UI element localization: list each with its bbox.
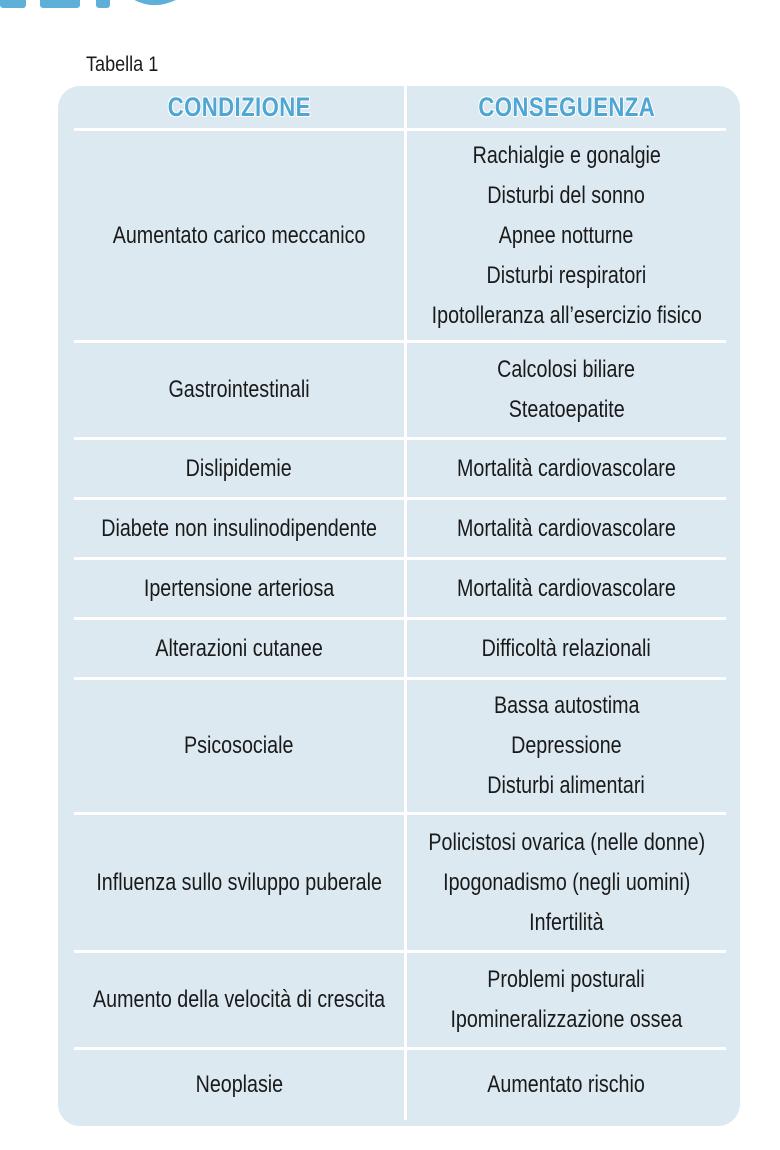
condition-text: Alterazioni cutanee <box>155 634 323 662</box>
consequence-cell <box>407 131 726 340</box>
condition-cell <box>74 815 407 950</box>
header-cell-consequence <box>407 86 726 128</box>
consequence-text: Apnee notturne <box>499 221 634 249</box>
condition-cell <box>74 620 407 677</box>
heading-fragment-decoration <box>0 0 200 12</box>
consequence-cell <box>407 560 726 617</box>
table-row <box>74 437 726 497</box>
condition-text: Dislipidemie <box>185 454 293 482</box>
table-row <box>74 557 726 617</box>
table-row <box>74 677 726 812</box>
condition-cell <box>74 131 407 340</box>
condition-text: Neoplasie <box>195 1071 283 1098</box>
consequences-table <box>74 86 726 1120</box>
table-row <box>74 617 726 677</box>
consequence-text: Rachialgie e gonalgie <box>472 141 661 169</box>
condition-cell <box>74 343 407 437</box>
consequence-text: Infertilità <box>529 908 604 936</box>
consequence-text: Ipomineralizzazione ossea <box>450 1006 683 1033</box>
header-consequence: CONSEGUENZA <box>478 91 655 122</box>
condition-text: Gastrointestinali <box>168 376 310 403</box>
consequence-text: Disturbi respiratori <box>486 261 647 289</box>
condition-cell <box>74 440 407 497</box>
condition-text: Ipertensione arteriosa <box>143 574 335 602</box>
consequence-cell <box>407 680 726 812</box>
condition-text: Influenza sullo sviluppo puberale <box>96 868 382 896</box>
consequence-text: Mortalità cardiovascolare <box>457 574 676 602</box>
table-panel <box>58 86 740 1126</box>
condition-text: Aumentato carico meccanico <box>112 221 366 249</box>
condition-cell <box>74 500 407 557</box>
condition-cell <box>74 1050 407 1120</box>
consequence-text: Bassa autostima <box>493 692 640 719</box>
consequence-cell <box>407 815 726 950</box>
table-caption: Tabella 1 <box>86 53 159 76</box>
consequence-text: Disturbi del sonno <box>487 181 646 209</box>
consequence-cell <box>407 620 726 677</box>
consequence-cell <box>407 953 726 1047</box>
table-row <box>74 1047 726 1120</box>
table-row <box>74 128 726 340</box>
condition-text: Aumento della velocità di crescita <box>92 986 386 1013</box>
consequence-text: Ipotolleranza all’esercizio fisico <box>431 301 702 329</box>
consequence-cell <box>407 440 726 497</box>
table-row <box>74 950 726 1047</box>
condition-text: Psicosociale <box>184 732 294 759</box>
consequence-cell <box>407 1050 726 1120</box>
consequence-text: Ipogonadismo (negli uomini) <box>442 868 691 896</box>
table-row <box>74 497 726 557</box>
consequence-text: Policistosi ovarica (nelle donne) <box>428 828 705 856</box>
header-condition: CONDIZIONE <box>167 91 311 122</box>
consequence-text: Mortalità cardiovascolare <box>457 514 676 542</box>
condition-cell <box>74 680 407 812</box>
table-row <box>74 340 726 437</box>
consequence-text: Difficoltà relazionali <box>481 634 652 662</box>
condition-cell <box>74 953 407 1047</box>
table-body <box>74 128 726 1120</box>
consequence-text: Depressione <box>511 732 622 759</box>
header-cell-condition <box>74 86 407 128</box>
consequence-text: Calcolosi biliare <box>497 356 636 383</box>
consequence-text: Disturbi alimentari <box>487 772 646 799</box>
consequence-text: Aumentato rischio <box>487 1071 646 1098</box>
table-header-row <box>74 86 726 128</box>
heading-fragment-shape <box>0 0 200 12</box>
consequence-text: Problemi posturali <box>487 966 646 993</box>
consequence-cell <box>407 343 726 437</box>
consequence-cell <box>407 500 726 557</box>
table-row <box>74 812 726 950</box>
condition-text: Diabete non insulinodipendente <box>101 514 377 542</box>
consequence-text: Mortalità cardiovascolare <box>457 454 676 482</box>
condition-cell <box>74 560 407 617</box>
consequence-text: Steatoepatite <box>508 396 625 423</box>
